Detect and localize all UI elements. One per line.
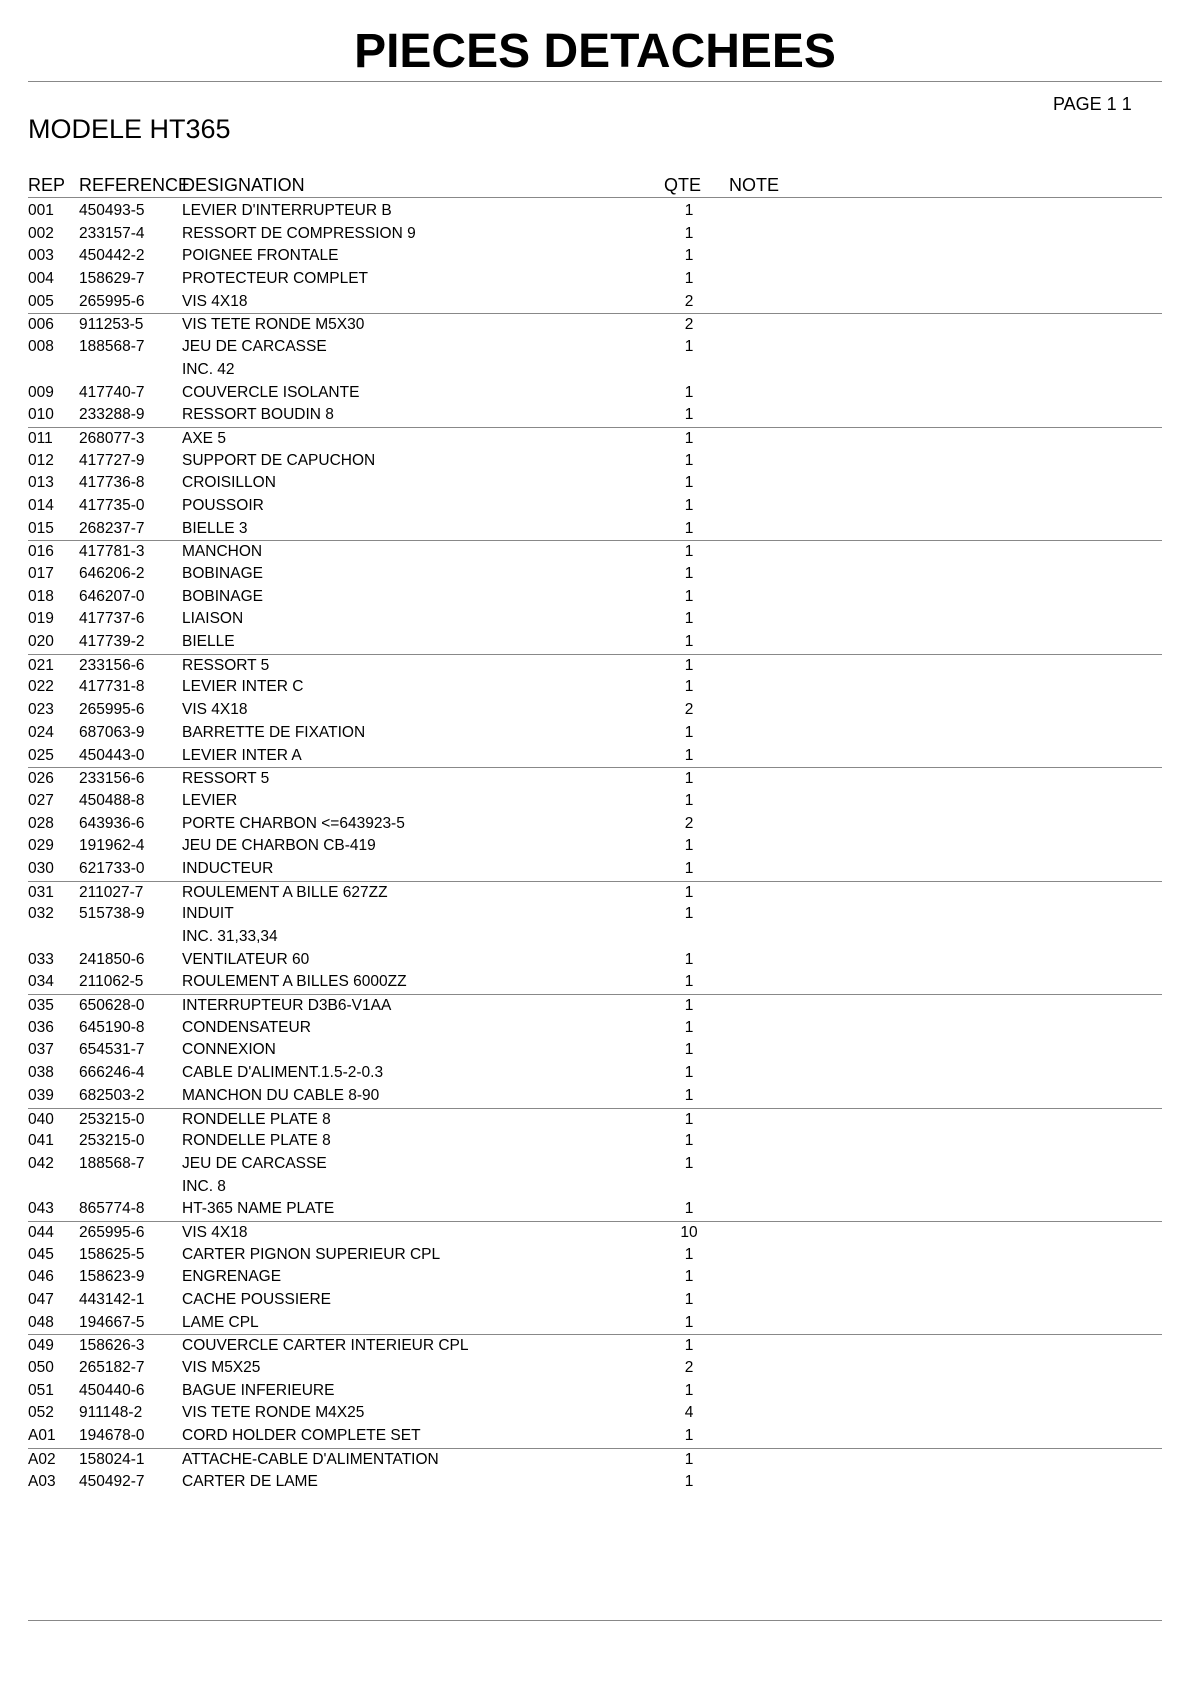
cell-reference: 191962-4 bbox=[79, 837, 145, 855]
cell-rep: 018 bbox=[28, 587, 54, 605]
cell-rep: 031 bbox=[28, 883, 54, 901]
cell-rep: 017 bbox=[28, 565, 54, 582]
cell-reference: 253215-0 bbox=[79, 1110, 145, 1128]
cell-qte: 2 bbox=[684, 292, 694, 310]
cell-qte: 1 bbox=[684, 202, 694, 219]
cell-qte: 1 bbox=[684, 1132, 694, 1150]
cell-designation: BAGUE INFERIEURE bbox=[182, 1381, 335, 1399]
cell-designation: INC. 8 bbox=[182, 1177, 226, 1195]
cell-reference: 865774-8 bbox=[79, 1200, 145, 1218]
cell-reference: 158629-7 bbox=[79, 270, 145, 288]
cell-rep: 034 bbox=[28, 973, 54, 991]
cell-designation: PORTE CHARBON <=643923-5 bbox=[182, 814, 405, 832]
parts-table bbox=[28, 173, 1162, 1493]
cell-reference: 268237-7 bbox=[79, 519, 145, 537]
cell-reference: 911148-2 bbox=[79, 1404, 143, 1422]
table-row bbox=[28, 949, 1162, 972]
table-row bbox=[28, 495, 1162, 518]
cell-qte: 1 bbox=[684, 1018, 694, 1036]
cell-rep: 040 bbox=[28, 1110, 54, 1128]
table-row bbox=[28, 268, 1162, 291]
cell-designation: MANCHON bbox=[182, 543, 263, 561]
cell-designation: JEU DE CHARBON CB-419 bbox=[182, 837, 376, 855]
table-row bbox=[28, 881, 1162, 904]
cell-reference: 188568-7 bbox=[79, 338, 145, 356]
cell-reference: 443142-1 bbox=[79, 1291, 145, 1308]
table-row bbox=[28, 1402, 1162, 1425]
cell-rep: 014 bbox=[28, 496, 54, 514]
cell-rep: 038 bbox=[28, 1064, 54, 1082]
cell-rep: 006 bbox=[28, 316, 54, 334]
cell-designation: LEVIER D'INTERRUPTEUR B bbox=[182, 202, 392, 219]
cell-qte: 1 bbox=[684, 429, 694, 447]
cell-reference: 233157-4 bbox=[79, 224, 145, 242]
cell-qte: 1 bbox=[684, 474, 694, 492]
cell-reference: 650628-0 bbox=[79, 997, 145, 1015]
table-row bbox=[28, 450, 1162, 473]
cell-rep: 046 bbox=[28, 1268, 54, 1286]
cell-qte: 1 bbox=[684, 837, 694, 855]
cell-reference: 911253-5 bbox=[79, 316, 144, 334]
cell-qte: 1 bbox=[684, 1200, 694, 1218]
cell-rep: 045 bbox=[28, 1245, 54, 1263]
cell-qte: 1 bbox=[684, 519, 694, 537]
table-row bbox=[28, 404, 1162, 427]
cell-designation: VIS TETE RONDE M5X30 bbox=[182, 316, 365, 334]
cell-rep: 051 bbox=[28, 1381, 54, 1399]
cell-designation: BARRETTE DE FIXATION bbox=[182, 723, 366, 741]
cell-qte: 1 bbox=[684, 723, 694, 741]
cell-designation: BOBINAGE bbox=[182, 565, 263, 582]
cell-rep: 035 bbox=[28, 997, 54, 1015]
cell-rep: 029 bbox=[28, 837, 54, 855]
cell-designation: SUPPORT DE CAPUCHON bbox=[182, 451, 376, 469]
header-rep: REP bbox=[28, 175, 66, 195]
cell-qte: 1 bbox=[684, 859, 694, 877]
table-body bbox=[28, 198, 1162, 1493]
cell-designation: RESSORT 5 bbox=[182, 656, 270, 674]
table-row bbox=[28, 745, 1162, 768]
table-row bbox=[28, 1380, 1162, 1403]
cell-qte: 1 bbox=[684, 883, 694, 901]
table-row bbox=[28, 903, 1162, 926]
cell-designation: ATTACHE-CABLE D'ALIMENTATION bbox=[182, 1450, 439, 1468]
cell-qte: 1 bbox=[684, 338, 694, 356]
cell-reference: 158024-1 bbox=[79, 1450, 145, 1468]
cell-qte: 1 bbox=[684, 587, 694, 605]
footer-divider bbox=[28, 1620, 1162, 1621]
cell-reference: 417731-8 bbox=[79, 678, 145, 696]
cell-reference: 646206-2 bbox=[79, 565, 145, 582]
cell-rep: 016 bbox=[28, 543, 54, 561]
table-row bbox=[28, 1244, 1162, 1267]
table-row bbox=[28, 1198, 1162, 1221]
header-note: NOTE bbox=[729, 175, 780, 195]
cell-reference: 646207-0 bbox=[79, 587, 145, 605]
cell-reference: 417739-2 bbox=[79, 633, 145, 651]
table-row bbox=[28, 1085, 1162, 1108]
cell-qte: 1 bbox=[684, 1110, 694, 1128]
cell-rep: 020 bbox=[28, 633, 54, 651]
cell-qte: 1 bbox=[684, 950, 694, 968]
table-row bbox=[28, 608, 1162, 631]
cell-reference: 158625-5 bbox=[79, 1245, 145, 1263]
table-row bbox=[28, 1017, 1162, 1040]
table-row bbox=[28, 1108, 1162, 1131]
cell-reference: 645190-8 bbox=[79, 1018, 145, 1036]
table-row bbox=[28, 1448, 1162, 1471]
cell-designation: COUVERCLE CARTER INTERIEUR CPL bbox=[182, 1337, 469, 1355]
cell-designation: VIS TETE RONDE M4X25 bbox=[182, 1404, 365, 1422]
cell-rep: A03 bbox=[28, 1472, 56, 1490]
cell-designation: INC. 31,33,34 bbox=[182, 928, 278, 945]
cell-reference: 515738-9 bbox=[79, 905, 145, 923]
cell-qte: 1 bbox=[684, 1381, 694, 1399]
table-row bbox=[28, 1176, 1162, 1199]
cell-qte: 1 bbox=[684, 997, 694, 1015]
cell-designation: PROTECTEUR COMPLET bbox=[182, 270, 369, 288]
table-row bbox=[28, 631, 1162, 654]
cell-designation: POUSSOIR bbox=[182, 496, 264, 514]
cell-reference: 417735-0 bbox=[79, 496, 145, 514]
table-header bbox=[28, 173, 1162, 198]
table-row bbox=[28, 382, 1162, 405]
table-row bbox=[28, 654, 1162, 677]
table-row bbox=[28, 336, 1162, 359]
cell-designation: ROULEMENT A BILLES 6000ZZ bbox=[182, 973, 407, 991]
cell-designation: CROISILLON bbox=[182, 474, 276, 492]
cell-rep: 042 bbox=[28, 1154, 54, 1172]
cell-rep: 032 bbox=[28, 905, 54, 923]
cell-reference: 417740-7 bbox=[79, 383, 145, 401]
cell-rep: 013 bbox=[28, 474, 54, 492]
cell-designation: INDUCTEUR bbox=[182, 859, 274, 877]
cell-rep: 015 bbox=[28, 519, 54, 537]
cell-qte: 1 bbox=[684, 1472, 694, 1490]
cell-designation: RESSORT BOUDIN 8 bbox=[182, 406, 334, 424]
table-row bbox=[28, 245, 1162, 268]
table-row bbox=[28, 518, 1162, 541]
title-divider bbox=[28, 81, 1162, 82]
table-row bbox=[28, 926, 1162, 949]
table-row bbox=[28, 1130, 1162, 1153]
cell-designation: CONNEXION bbox=[182, 1041, 276, 1059]
cell-rep: 023 bbox=[28, 701, 54, 719]
table-row bbox=[28, 971, 1162, 994]
table-row bbox=[28, 1039, 1162, 1062]
cell-rep: 019 bbox=[28, 610, 54, 628]
cell-rep: 030 bbox=[28, 859, 54, 877]
cell-qte: 1 bbox=[684, 791, 694, 809]
cell-designation: VENTILATEUR 60 bbox=[182, 950, 310, 968]
cell-qte: 1 bbox=[684, 406, 694, 424]
cell-qte: 1 bbox=[684, 1064, 694, 1082]
cell-designation: CABLE D'ALIMENT.1.5-2-0.3 bbox=[182, 1064, 384, 1082]
table-row bbox=[28, 1153, 1162, 1176]
cell-qte: 1 bbox=[684, 1313, 694, 1331]
cell-designation: JEU DE CARCASSE bbox=[182, 1154, 327, 1172]
cell-reference: 666246-4 bbox=[79, 1064, 145, 1082]
cell-rep: 048 bbox=[28, 1313, 54, 1331]
cell-qte: 1 bbox=[684, 565, 694, 582]
cell-qte: 1 bbox=[684, 1291, 694, 1308]
cell-reference: 188568-7 bbox=[79, 1154, 145, 1172]
cell-reference: 687063-9 bbox=[79, 723, 145, 741]
cell-reference: 417781-3 bbox=[79, 543, 145, 561]
cell-designation: BIELLE 3 bbox=[182, 519, 248, 537]
cell-reference: 158623-9 bbox=[79, 1268, 145, 1286]
cell-reference: 265995-6 bbox=[79, 1223, 145, 1241]
cell-qte: 1 bbox=[684, 905, 694, 923]
cell-designation: INDUIT bbox=[182, 905, 234, 923]
cell-designation: ROULEMENT A BILLE 627ZZ bbox=[182, 883, 388, 901]
cell-designation: LEVIER INTER A bbox=[182, 746, 302, 764]
cell-reference: 265182-7 bbox=[79, 1359, 145, 1377]
cell-rep: 001 bbox=[28, 202, 54, 219]
cell-qte: 1 bbox=[684, 1041, 694, 1059]
cell-qte: 2 bbox=[684, 1359, 694, 1377]
table-row bbox=[28, 1289, 1162, 1312]
cell-qte: 1 bbox=[684, 543, 694, 561]
table-row bbox=[28, 359, 1162, 382]
cell-rep: 021 bbox=[28, 656, 54, 674]
cell-rep: 011 bbox=[28, 429, 53, 447]
table-row bbox=[28, 313, 1162, 336]
header-reference: REFERENCE bbox=[79, 175, 191, 195]
table-row bbox=[28, 586, 1162, 609]
cell-reference: 158626-3 bbox=[79, 1337, 145, 1355]
cell-reference: 233156-6 bbox=[79, 770, 145, 788]
cell-qte: 1 bbox=[684, 496, 694, 514]
cell-designation: AXE 5 bbox=[182, 429, 226, 447]
cell-reference: 450440-6 bbox=[79, 1381, 145, 1399]
cell-rep: 005 bbox=[28, 292, 54, 310]
cell-reference: 450493-5 bbox=[79, 202, 145, 219]
cell-designation: CARTER DE LAME bbox=[182, 1472, 318, 1490]
cell-reference: 253215-0 bbox=[79, 1132, 145, 1150]
cell-qte: 2 bbox=[684, 814, 694, 832]
table-row bbox=[28, 699, 1162, 722]
cell-rep: 033 bbox=[28, 950, 54, 968]
cell-qte: 1 bbox=[684, 1086, 694, 1104]
cell-designation: CONDENSATEUR bbox=[182, 1018, 311, 1036]
cell-qte: 4 bbox=[684, 1404, 694, 1422]
cell-designation: BOBINAGE bbox=[182, 587, 263, 605]
cell-rep: 012 bbox=[28, 451, 54, 469]
cell-qte: 1 bbox=[684, 633, 694, 651]
cell-designation: HT-365 NAME PLATE bbox=[182, 1200, 335, 1218]
cell-rep: 002 bbox=[28, 224, 54, 242]
table-row bbox=[28, 563, 1162, 586]
table-row bbox=[28, 1266, 1162, 1289]
cell-reference: 621733-0 bbox=[79, 859, 145, 877]
cell-rep: 024 bbox=[28, 723, 54, 741]
cell-designation: MANCHON DU CABLE 8-90 bbox=[182, 1086, 380, 1104]
cell-designation: RESSORT 5 bbox=[182, 770, 270, 788]
cell-qte: 1 bbox=[684, 1245, 694, 1263]
table-row bbox=[28, 200, 1162, 223]
cell-rep: 009 bbox=[28, 383, 54, 401]
cell-qte: 1 bbox=[684, 247, 694, 265]
table-row bbox=[28, 427, 1162, 450]
cell-rep: 003 bbox=[28, 247, 54, 265]
cell-designation: VIS 4X18 bbox=[182, 292, 248, 310]
cell-rep: 022 bbox=[28, 678, 54, 696]
cell-rep: A01 bbox=[28, 1427, 56, 1445]
cell-designation: POIGNEE FRONTALE bbox=[182, 247, 339, 265]
cell-reference: 417737-6 bbox=[79, 610, 145, 628]
table-row bbox=[28, 1425, 1162, 1448]
cell-rep: 028 bbox=[28, 814, 54, 832]
cell-rep: 025 bbox=[28, 746, 54, 764]
page-number: PAGE 1 1 bbox=[1053, 94, 1132, 114]
header-qte: QTE bbox=[664, 175, 702, 195]
table-row bbox=[28, 790, 1162, 813]
cell-reference: 268077-3 bbox=[79, 429, 145, 447]
cell-designation: INTERRUPTEUR D3B6-V1AA bbox=[182, 997, 392, 1015]
page-title: PIECES DETACHEES bbox=[354, 25, 836, 78]
cell-designation: LEVIER INTER C bbox=[182, 678, 304, 696]
cell-rep: 027 bbox=[28, 791, 54, 809]
table-row bbox=[28, 813, 1162, 836]
table-row bbox=[28, 1357, 1162, 1380]
table-row bbox=[28, 676, 1162, 699]
cell-reference: 643936-6 bbox=[79, 814, 145, 832]
cell-designation: ENGRENAGE bbox=[182, 1268, 282, 1286]
table-row bbox=[28, 1062, 1162, 1085]
table-row bbox=[28, 223, 1162, 246]
table-row bbox=[28, 540, 1162, 563]
cell-reference: 194678-0 bbox=[79, 1427, 145, 1445]
cell-designation: CORD HOLDER COMPLETE SET bbox=[182, 1427, 421, 1445]
table-row bbox=[28, 472, 1162, 495]
cell-reference: 450492-7 bbox=[79, 1472, 145, 1490]
cell-qte: 2 bbox=[684, 316, 694, 334]
cell-qte: 1 bbox=[684, 1427, 694, 1445]
table-row bbox=[28, 1312, 1162, 1335]
cell-designation: LIAISON bbox=[182, 610, 244, 628]
cell-designation: JEU DE CARCASSE bbox=[182, 338, 327, 356]
cell-reference: 241850-6 bbox=[79, 950, 145, 968]
cell-reference: 450488-8 bbox=[79, 791, 145, 809]
cell-qte: 1 bbox=[684, 1268, 694, 1286]
cell-qte: 1 bbox=[684, 770, 694, 788]
cell-qte: 1 bbox=[684, 1154, 694, 1172]
cell-rep: 049 bbox=[28, 1337, 54, 1355]
cell-qte: 1 bbox=[684, 451, 694, 469]
cell-qte: 1 bbox=[684, 610, 694, 628]
header-designation: DESIGNATION bbox=[182, 175, 305, 195]
cell-rep: 036 bbox=[28, 1018, 54, 1036]
cell-designation: LAME CPL bbox=[182, 1313, 259, 1331]
cell-rep: 037 bbox=[28, 1041, 54, 1059]
cell-designation: CACHE POUSSIERE bbox=[182, 1291, 332, 1308]
cell-reference: 450443-0 bbox=[79, 746, 145, 764]
table-row bbox=[28, 858, 1162, 881]
cell-reference: 265995-6 bbox=[79, 292, 145, 310]
cell-rep: 050 bbox=[28, 1359, 54, 1377]
cell-designation: BIELLE bbox=[182, 633, 235, 651]
table-row bbox=[28, 291, 1162, 314]
cell-qte: 1 bbox=[684, 270, 694, 288]
cell-reference: 211062-5 bbox=[79, 973, 144, 991]
cell-rep: 043 bbox=[28, 1200, 54, 1218]
table-row bbox=[28, 1221, 1162, 1244]
cell-designation: RONDELLE PLATE 8 bbox=[182, 1110, 331, 1128]
cell-designation: LEVIER bbox=[182, 791, 238, 809]
cell-designation: RESSORT DE COMPRESSION 9 bbox=[182, 224, 416, 242]
cell-rep: 039 bbox=[28, 1086, 54, 1104]
cell-reference: 417736-8 bbox=[79, 474, 145, 492]
cell-rep: 008 bbox=[28, 338, 54, 356]
cell-qte: 1 bbox=[684, 678, 694, 696]
cell-qte: 1 bbox=[684, 1450, 694, 1468]
cell-designation: COUVERCLE ISOLANTE bbox=[182, 383, 360, 401]
cell-designation: VIS 4X18 bbox=[182, 1223, 248, 1241]
cell-reference: 417727-9 bbox=[79, 451, 145, 469]
cell-designation: VIS 4X18 bbox=[182, 701, 248, 719]
cell-rep: 047 bbox=[28, 1291, 54, 1308]
cell-rep: 052 bbox=[28, 1404, 54, 1422]
table-row bbox=[28, 1471, 1162, 1494]
cell-reference: 233288-9 bbox=[79, 406, 145, 424]
cell-reference: 233156-6 bbox=[79, 656, 145, 674]
cell-rep: 004 bbox=[28, 270, 54, 288]
table-row bbox=[28, 994, 1162, 1017]
cell-designation: RONDELLE PLATE 8 bbox=[182, 1132, 331, 1150]
table-row bbox=[28, 767, 1162, 790]
cell-qte: 1 bbox=[684, 224, 694, 242]
cell-qte: 1 bbox=[684, 973, 694, 991]
cell-qte: 10 bbox=[680, 1223, 698, 1241]
cell-qte: 2 bbox=[684, 701, 694, 719]
cell-qte: 1 bbox=[684, 746, 694, 764]
cell-qte: 1 bbox=[684, 383, 694, 401]
cell-designation: VIS M5X25 bbox=[182, 1359, 261, 1377]
cell-reference: 654531-7 bbox=[79, 1041, 145, 1059]
cell-reference: 265995-6 bbox=[79, 701, 145, 719]
cell-qte: 1 bbox=[684, 656, 694, 674]
cell-reference: 194667-5 bbox=[79, 1313, 145, 1331]
cell-rep: A02 bbox=[28, 1450, 56, 1468]
cell-rep: 044 bbox=[28, 1223, 54, 1241]
model-heading: MODELE HT365 bbox=[28, 114, 231, 144]
cell-rep: 010 bbox=[28, 406, 54, 424]
cell-qte: 1 bbox=[684, 1337, 694, 1355]
cell-reference: 450442-2 bbox=[79, 247, 145, 265]
cell-designation: INC. 42 bbox=[182, 360, 235, 378]
cell-designation: CARTER PIGNON SUPERIEUR CPL bbox=[182, 1245, 441, 1263]
table-row bbox=[28, 1334, 1162, 1357]
table-row bbox=[28, 835, 1162, 858]
cell-rep: 041 bbox=[28, 1132, 54, 1150]
cell-reference: 682503-2 bbox=[79, 1086, 145, 1104]
cell-reference: 211027-7 bbox=[79, 883, 144, 901]
table-row bbox=[28, 722, 1162, 745]
cell-rep: 026 bbox=[28, 770, 54, 788]
